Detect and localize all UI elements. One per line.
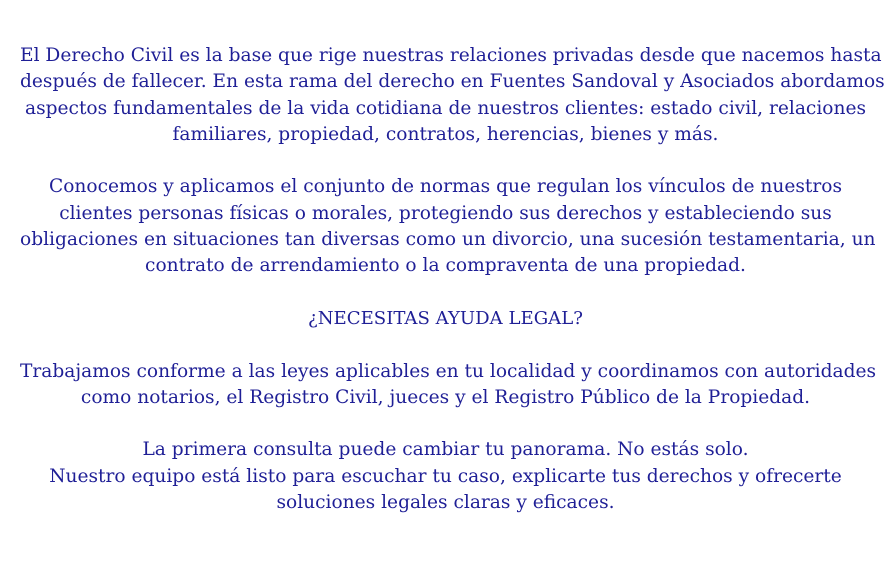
paragraph-line: aspectos fundamentales de la vida cotidiana de nuestros clientes: estado civil, relaciones xyxy=(25,97,866,119)
paragraph-line: como notarios, el Registro Civil, jueces y el Registro Público de la Propiedad. xyxy=(80,386,811,408)
paragraph-line: clientes personas físicas o morales, protegiendo sus derechos y estableciendo sus xyxy=(59,202,832,224)
paragraph-line: familiares, propiedad, contratos, herencias, bienes y más. xyxy=(172,123,719,145)
services-paragraph xyxy=(0,174,891,279)
paragraph-line: El Derecho Civil es la base que rige nuestras relaciones privadas desde que nacemos hasta xyxy=(20,45,882,66)
paragraph-line: obligaciones en situaciones tan diversas como un divorcio, una sucesión testamentaria, un xyxy=(20,229,876,251)
paragraph-line: soluciones legales claras y eficaces. xyxy=(276,492,615,514)
consultation-paragraph xyxy=(0,437,891,516)
document-body xyxy=(0,43,891,516)
paragraph-line: Trabajamos conforme a las leyes aplicables en tu localidad y coordinamos con autoridades xyxy=(20,360,877,382)
authorities-paragraph xyxy=(0,359,891,412)
paragraph-line: contrato de arrendamiento o la compraventa de una propiedad. xyxy=(145,255,746,277)
paragraph-line: Nuestro equipo está listo para escuchar tu caso, explicarte tus derechos y ofrecerte xyxy=(49,465,842,487)
intro-paragraph xyxy=(0,43,891,148)
paragraph-line: después de fallecer. En esta rama del derecho en Fuentes Sandoval y Asociados abordamos xyxy=(20,71,885,93)
legal-help-heading: ¿NECESITAS AYUDA LEGAL? xyxy=(308,307,583,329)
paragraph-line: La primera consulta puede cambiar tu panorama. No estás solo. xyxy=(142,439,749,461)
paragraph-line: Conocemos y aplicamos el conjunto de normas que regulan los vínculos de nuestros xyxy=(48,176,843,198)
